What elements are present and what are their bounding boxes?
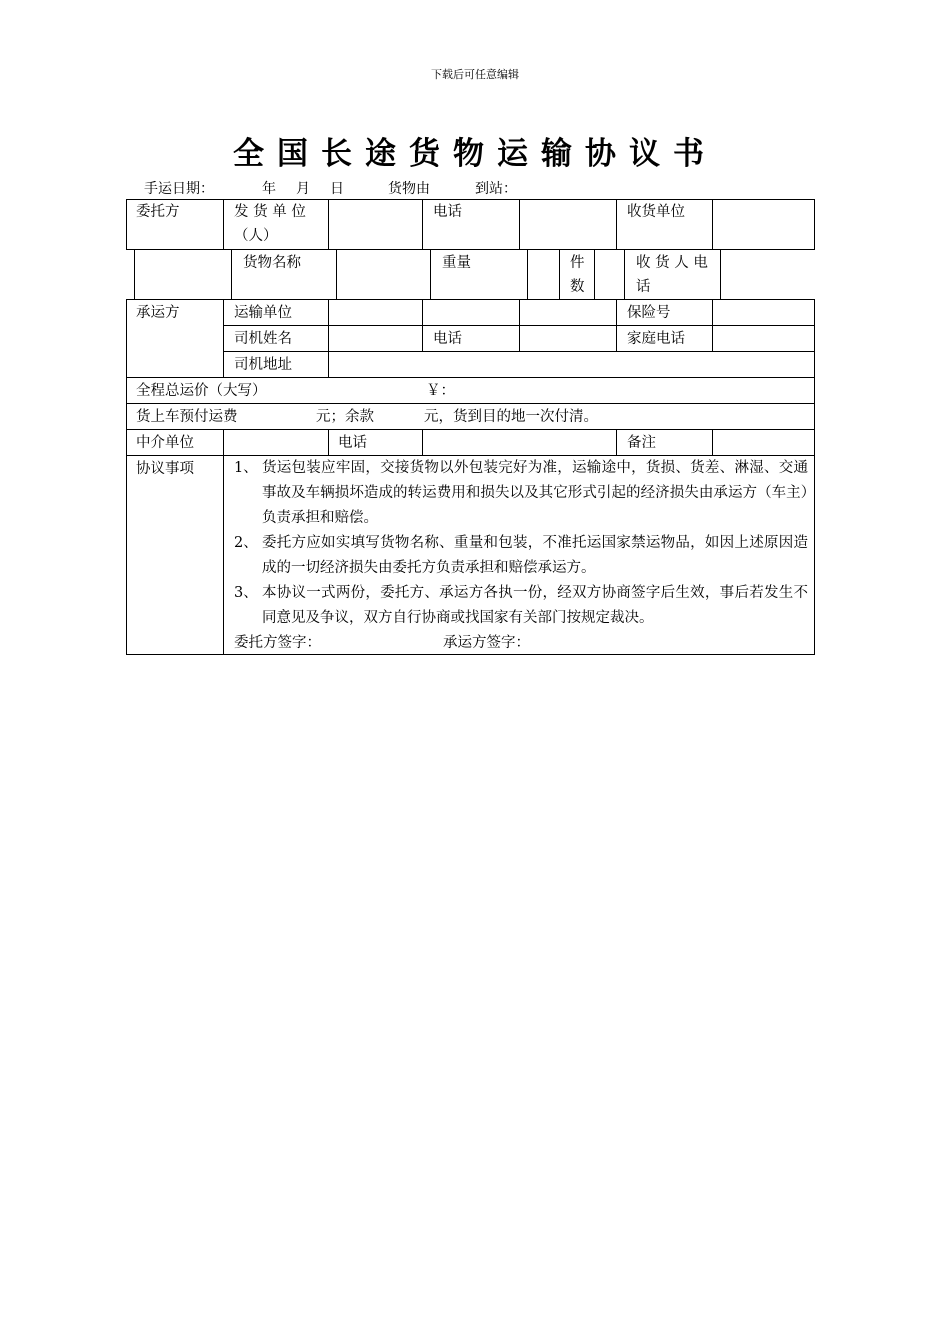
- to-label: 到站：: [475, 181, 517, 197]
- yuan-symbol: ￥：: [426, 383, 455, 399]
- document-title: 全国长途货物运输协议书: [233, 136, 717, 172]
- prepaid-label: 货上车预付运费: [136, 409, 238, 425]
- day-label: 日: [330, 181, 344, 197]
- carrier-label: 承运方: [136, 305, 180, 321]
- transport-unit-label: 运输单位: [234, 305, 292, 321]
- agent-label: 中介单位: [136, 435, 194, 451]
- goods-name-label: 货物名称: [243, 255, 301, 271]
- weight-label: 重量: [442, 255, 471, 271]
- carrier-signature-label: 承运方签字：: [443, 635, 530, 651]
- receiver-unit-label: 收货单位: [627, 204, 685, 220]
- year-label: 年: [262, 181, 276, 197]
- driver-phone-label: 电话: [433, 331, 462, 347]
- receiver-phone-label: 收 货 人 电: [636, 255, 708, 271]
- shipper-phone-label: 电话: [433, 204, 462, 220]
- agent-phone-label: 电话: [338, 435, 367, 451]
- agreement-label: 协议事项: [136, 461, 194, 477]
- header-note: 下载后可任意编辑: [431, 68, 519, 81]
- driver-address-label: 司机地址: [234, 357, 292, 373]
- item-number: 2、: [234, 535, 258, 551]
- pieces-label: 件: [570, 255, 585, 271]
- consignor-signature-label: 委托方签字：: [234, 635, 321, 651]
- home-phone-label: 家庭电话: [627, 331, 685, 347]
- insurance-no-label: 保险号: [627, 305, 671, 321]
- driver-name-label: 司机姓名: [234, 331, 292, 347]
- item-number: 3、: [234, 585, 258, 601]
- consignor-label: 委托方: [136, 204, 180, 220]
- item-text: 货运包装应牢固，交接货物以外包装完好为准，运输途中，货损、货差、淋湿、交通事故及车辆损坏造成的转运费用和损失以及其它形式引起的经济损失由承运方（车主）负责承担和赔偿。: [262, 460, 808, 526]
- pieces-label-2: 数: [570, 279, 585, 295]
- remarks-label: 备注: [627, 435, 656, 451]
- item-text: 委托方应如实填写货物名称、重量和包装，不准托运国家禁运物品，如因上述原因造成的一切经济损失由委托方负责承担和赔偿承运方。: [262, 535, 808, 576]
- from-label: 货物由: [388, 181, 430, 197]
- balance-label: 元；余款: [316, 409, 374, 425]
- item-text: 本协议一式两份，委托方、承运方各执一份，经双方协商签字后生效，事后若发生不同意见及争议，双方自行协商或找国家有关部门按规定裁决。: [262, 585, 808, 626]
- date-label: 手运日期：: [144, 181, 214, 197]
- shipper-label-2: （人）: [234, 228, 278, 244]
- settlement-label: 元，货到目的地一次付清。: [424, 409, 598, 425]
- receiver-phone-label-2: 话: [636, 279, 651, 295]
- shipper-label: 发 货 单 位: [234, 204, 306, 220]
- month-label: 月: [296, 181, 310, 197]
- total-freight-label: 全程总运价（大写）: [136, 383, 267, 399]
- item-number: 1、: [234, 460, 258, 476]
